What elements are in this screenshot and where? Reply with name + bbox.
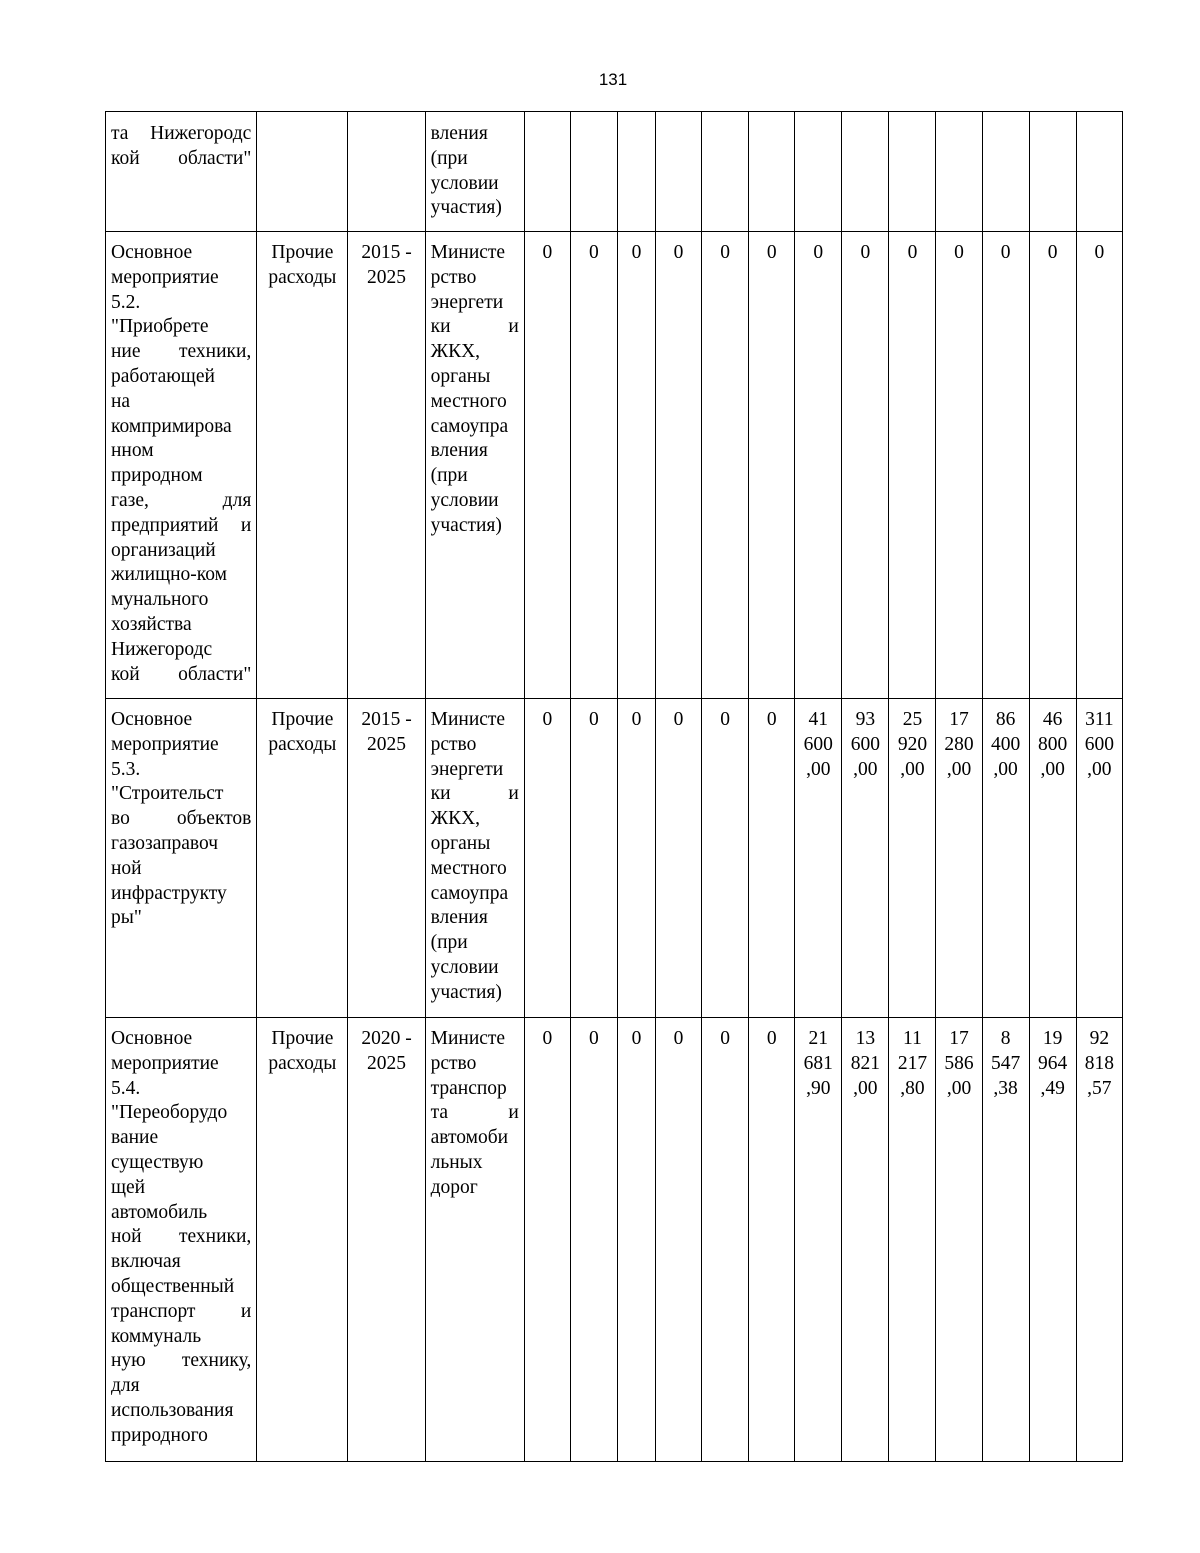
word: области": [178, 147, 252, 169]
text-line: автомоби: [430, 1127, 509, 1149]
text-line: 0: [1047, 242, 1058, 263]
executor-cell: [425, 112, 524, 232]
text-line: [111, 122, 251, 147]
period-cell: [348, 232, 425, 699]
text-line: ,57: [1087, 1077, 1112, 1099]
value-cell: [617, 232, 655, 699]
text-line: 17: [949, 709, 969, 730]
text-line: расходы: [268, 266, 337, 288]
text-line: ,00: [1040, 758, 1065, 780]
value-cell: [524, 699, 570, 1018]
text-line: расходы: [268, 733, 337, 755]
text-line: 11: [903, 1028, 922, 1049]
text-line: [431, 315, 519, 340]
value-cell: [656, 232, 702, 699]
text-line: 2025: [367, 733, 407, 755]
value-cell: [795, 699, 842, 1018]
word: и: [240, 514, 252, 536]
text-line: ной: [111, 857, 142, 879]
value-cell: [889, 699, 936, 1018]
text-line: энергети: [430, 291, 504, 313]
text-line: 25: [902, 709, 923, 730]
word: и: [508, 1102, 519, 1124]
text-line: [111, 340, 251, 365]
text-line: [111, 1300, 251, 1325]
text-line: автомобиль: [111, 1201, 208, 1223]
text-line: 2020 -: [361, 1028, 412, 1049]
text-line: 0: [631, 709, 642, 730]
text-line: работающей: [111, 365, 215, 387]
text-line: 0: [766, 709, 777, 730]
text-line: мероприятие: [111, 266, 219, 288]
executor-cell: [425, 232, 524, 699]
text-line: Основное: [111, 242, 193, 263]
text-line: условии: [430, 956, 499, 978]
table-row: [106, 699, 1123, 1018]
text-line: природного: [111, 1424, 208, 1446]
value-cell: [936, 112, 982, 232]
text-line: участия): [430, 981, 502, 1003]
text-line: 0: [589, 709, 599, 730]
word: та: [430, 1102, 449, 1124]
value-cell: [1029, 1018, 1076, 1462]
text-line: самоупра: [430, 882, 509, 904]
text-line: 86: [995, 709, 1016, 730]
text-line: 964: [1038, 1052, 1068, 1074]
value-cell: [982, 112, 1029, 232]
text-line: 19: [1042, 1028, 1063, 1049]
text-line: ,90: [806, 1077, 831, 1099]
period-cell: [348, 1018, 425, 1462]
text-line: Министе: [430, 709, 506, 730]
text-line: Прочие: [271, 242, 334, 263]
value-cell: [749, 232, 795, 699]
word: ной: [111, 1226, 142, 1248]
text-line: 547: [990, 1052, 1021, 1074]
expenditure-table: [105, 111, 1123, 1462]
text-line: 2015 -: [361, 242, 412, 263]
text-line: 681: [803, 1052, 833, 1074]
value-cell: [936, 699, 982, 1018]
value-cell: [795, 232, 842, 699]
text-line: 46: [1042, 709, 1063, 730]
text-line: 93: [855, 709, 876, 730]
word: технику,: [181, 1350, 252, 1372]
text-line: нном: [111, 440, 154, 462]
text-line: существую: [111, 1151, 204, 1173]
value-cell: [1076, 1018, 1122, 1462]
text-line: транспор: [430, 1077, 507, 1099]
text-line: (при: [430, 465, 468, 487]
text-line: ры": [111, 907, 142, 929]
text-line: Прочие: [271, 709, 334, 730]
text-line: инфраструкту: [111, 882, 227, 904]
executor-cell: [425, 1018, 524, 1462]
text-line: 586: [944, 1052, 974, 1074]
measure-name-cell: [106, 112, 257, 232]
word: техники,: [178, 341, 252, 363]
text-line: 17: [949, 1028, 969, 1049]
word: для: [222, 489, 252, 511]
text-line: местного: [430, 857, 507, 879]
text-line: [111, 489, 251, 514]
value-cell: [982, 1018, 1029, 1462]
text-line: 0: [673, 242, 684, 263]
text-line: самоупра: [430, 415, 509, 437]
text-line: участия): [430, 197, 502, 219]
text-line: 0: [673, 1028, 684, 1049]
text-line: рство: [430, 266, 477, 288]
text-line: [111, 514, 251, 539]
expense-type-cell: [257, 112, 348, 232]
measure-name-cell: [106, 232, 257, 699]
text-line: 0: [954, 242, 964, 263]
text-line: [431, 1101, 519, 1126]
executor-cell: [425, 699, 524, 1018]
text-line: 311: [1085, 709, 1114, 730]
word: газе,: [111, 489, 149, 511]
text-line: 8: [1000, 1028, 1011, 1049]
text-line: Нижегородс: [111, 638, 213, 660]
value-cell: [570, 699, 617, 1018]
text-line: 0: [766, 242, 777, 263]
text-line: 5.3.: [111, 758, 141, 780]
text-line: 0: [907, 242, 918, 263]
text-line: 0: [1094, 242, 1105, 263]
text-line: общественный: [111, 1275, 235, 1297]
text-line: [111, 147, 251, 172]
value-cell: [889, 1018, 936, 1462]
text-line: "Переоборудо: [111, 1102, 228, 1124]
text-line: мунального: [111, 589, 209, 611]
word: кой: [111, 663, 140, 685]
text-line: рство: [430, 1052, 477, 1074]
word: транспорт: [111, 1300, 196, 1322]
word: ную: [111, 1350, 146, 1372]
text-line: 0: [589, 242, 599, 263]
text-line: 0: [813, 242, 824, 263]
text-line: для: [111, 1375, 140, 1397]
text-line: Основное: [111, 709, 193, 730]
text-line: Прочие: [271, 1028, 334, 1049]
text-line: рство: [430, 733, 477, 755]
text-line: 0: [720, 1028, 730, 1049]
value-cell: [936, 1018, 982, 1462]
value-cell: [570, 112, 617, 232]
word: и: [240, 1300, 252, 1322]
text-line: 0: [720, 709, 730, 730]
text-line: льных: [430, 1151, 483, 1173]
value-cell: [795, 1018, 842, 1462]
text-line: 5.2.: [111, 291, 141, 313]
text-line: 600: [803, 733, 833, 755]
value-cell: [889, 112, 936, 232]
text-line: 0: [766, 1028, 777, 1049]
text-line: 400: [990, 733, 1021, 755]
value-cell: [1076, 232, 1122, 699]
text-line: 13: [855, 1028, 876, 1049]
text-line: ЖКХ,: [430, 341, 481, 363]
period-cell: [348, 699, 425, 1018]
text-line: вание: [111, 1127, 159, 1149]
value-cell: [702, 1018, 749, 1462]
text-line: 0: [631, 242, 642, 263]
text-line: "Строительст: [111, 783, 224, 805]
expense-type-cell: [257, 232, 348, 699]
value-cell: [1029, 232, 1076, 699]
text-line: 0: [542, 1028, 553, 1049]
text-line: [111, 1349, 251, 1374]
text-line: организаций: [111, 539, 216, 561]
text-line: 0: [860, 242, 871, 263]
expense-type-cell: [257, 699, 348, 1018]
text-line: "Приобрете: [111, 316, 209, 338]
text-line: 0: [673, 709, 684, 730]
text-line: щей: [111, 1176, 146, 1198]
value-cell: [617, 112, 655, 232]
value-cell: [842, 1018, 889, 1462]
text-line: на: [111, 390, 131, 412]
text-line: 800: [1038, 733, 1068, 755]
text-line: ,00: [946, 758, 972, 780]
value-cell: [570, 1018, 617, 1462]
word: ние: [111, 341, 141, 363]
text-line: [111, 663, 251, 688]
text-line: Министе: [430, 1028, 506, 1049]
text-line: Министе: [430, 242, 506, 263]
text-line: (при: [430, 147, 468, 169]
text-line: ,00: [1087, 758, 1112, 780]
text-line: 818: [1084, 1052, 1114, 1074]
text-line: мероприятие: [111, 1052, 219, 1074]
text-line: 0: [631, 1028, 642, 1049]
text-line: вления: [430, 440, 488, 462]
value-cell: [1029, 699, 1076, 1018]
text-line: ,49: [1040, 1077, 1065, 1099]
text-line: природном: [111, 465, 203, 487]
text-line: 0: [542, 242, 553, 263]
text-line: местного: [430, 390, 507, 412]
value-cell: [749, 1018, 795, 1462]
table-row: [106, 112, 1123, 232]
text-line: 0: [589, 1028, 599, 1049]
value-cell: [889, 232, 936, 699]
word: предприятий: [111, 514, 219, 536]
text-line: вления: [430, 907, 488, 929]
value-cell: [982, 699, 1029, 1018]
text-line: расходы: [268, 1052, 337, 1074]
text-line: ,00: [853, 758, 878, 780]
text-line: [431, 782, 519, 807]
text-line: 920: [897, 733, 928, 755]
period-cell: [348, 112, 425, 232]
expense-type-cell: [257, 1018, 348, 1462]
word: кой: [111, 147, 140, 169]
word: та: [111, 123, 129, 144]
text-line: участия): [430, 514, 502, 536]
text-line: (при: [430, 932, 468, 954]
text-line: компримирова: [111, 415, 232, 437]
value-cell: [524, 1018, 570, 1462]
text-line: ,00: [946, 1077, 972, 1099]
value-cell: [842, 699, 889, 1018]
value-cell: [702, 232, 749, 699]
text-line: ,00: [993, 758, 1018, 780]
text-line: 217: [897, 1052, 928, 1074]
word: Нижегородс: [150, 123, 252, 144]
text-line: органы: [430, 365, 491, 387]
text-line: жилищно-ком: [111, 564, 227, 586]
value-cell: [936, 232, 982, 699]
text-line: ,00: [900, 758, 925, 780]
text-line: Основное: [111, 1028, 193, 1049]
value-cell: [842, 232, 889, 699]
value-cell: [656, 112, 702, 232]
text-line: 2025: [367, 1052, 407, 1074]
value-cell: [982, 232, 1029, 699]
text-line: энергети: [430, 758, 504, 780]
text-line: 0: [1000, 242, 1011, 263]
value-cell: [795, 112, 842, 232]
text-line: 92: [1089, 1028, 1110, 1049]
text-line: хозяйства: [111, 613, 192, 635]
word: ки: [430, 316, 451, 338]
value-cell: [617, 1018, 655, 1462]
page-number: 131: [598, 70, 628, 89]
text-line: 2025: [367, 266, 407, 288]
word: и: [508, 316, 519, 338]
text-line: ,80: [900, 1077, 925, 1099]
text-line: 0: [720, 242, 730, 263]
text-line: ,38: [993, 1077, 1018, 1099]
text-line: 21: [808, 1028, 829, 1049]
text-line: 0: [542, 709, 553, 730]
text-line: ,00: [853, 1077, 878, 1099]
text-line: 821: [850, 1052, 880, 1074]
value-cell: [656, 699, 702, 1018]
word: и: [508, 783, 519, 805]
word: объектов: [176, 808, 252, 830]
text-line: включая: [111, 1251, 181, 1273]
value-cell: [1029, 112, 1076, 232]
word: во: [111, 808, 130, 830]
measure-name-cell: [106, 1018, 257, 1462]
value-cell: [749, 699, 795, 1018]
text-line: вления: [430, 123, 488, 144]
text-line: мероприятие: [111, 733, 219, 755]
value-cell: [524, 232, 570, 699]
text-line: условии: [430, 172, 499, 194]
table-row: [106, 1018, 1123, 1462]
value-cell: [1076, 112, 1122, 232]
text-line: использования: [111, 1399, 234, 1421]
text-line: органы: [430, 832, 491, 854]
value-cell: [702, 699, 749, 1018]
word: техники,: [178, 1226, 252, 1248]
word: области": [178, 663, 252, 685]
table-row: [106, 232, 1123, 699]
text-line: 5.4.: [111, 1077, 141, 1099]
value-cell: [656, 1018, 702, 1462]
text-line: 600: [1084, 733, 1114, 755]
value-cell: [702, 112, 749, 232]
value-cell: [570, 232, 617, 699]
table-body: [106, 112, 1123, 1462]
word: ки: [430, 783, 451, 805]
text-line: 600: [850, 733, 880, 755]
text-line: [111, 807, 251, 832]
text-line: ЖКХ,: [430, 808, 481, 830]
value-cell: [842, 112, 889, 232]
text-line: коммуналь: [111, 1325, 202, 1347]
text-line: 41: [808, 709, 829, 730]
text-line: [111, 1225, 251, 1250]
text-line: ,00: [806, 758, 831, 780]
text-line: 2015 -: [361, 709, 412, 730]
value-cell: [524, 112, 570, 232]
measure-name-cell: [106, 699, 257, 1018]
text-line: газозаправоч: [111, 832, 219, 854]
value-cell: [749, 112, 795, 232]
text-line: условии: [430, 489, 499, 511]
value-cell: [1076, 699, 1122, 1018]
text-line: дорог: [430, 1176, 478, 1198]
text-line: 280: [944, 733, 974, 755]
value-cell: [617, 699, 655, 1018]
